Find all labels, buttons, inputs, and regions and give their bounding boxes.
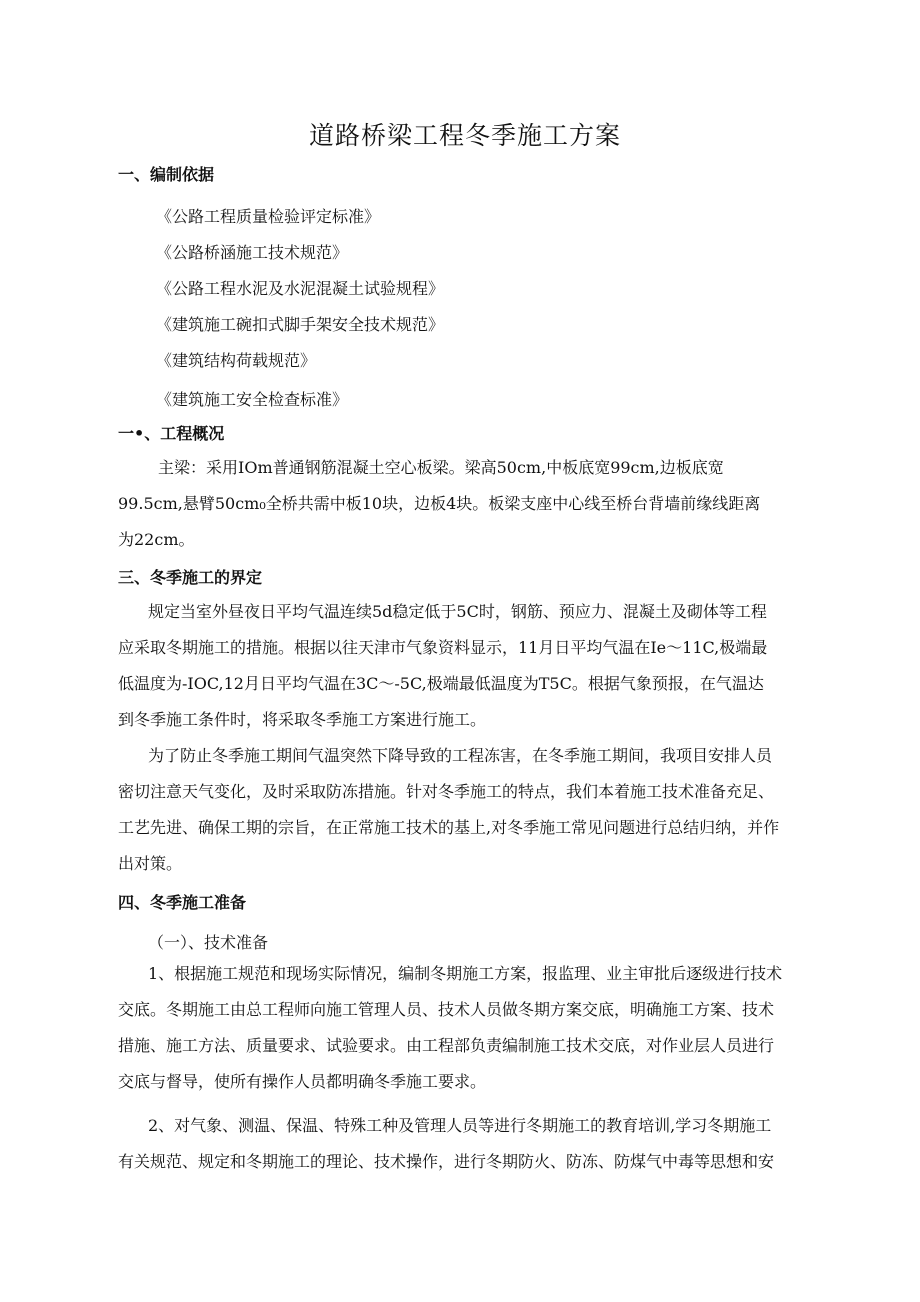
text-line: 1、根据施工规范和现场实际情况，编制冬期施工方案，报监理、业主审批后逐级进行技术 (148, 964, 783, 983)
ref-item: 《建筑施工安全检查标准》 (156, 390, 349, 409)
preparation-paragraph-1 (118, 956, 818, 1100)
text-line: 低温度为-IOC,12月日平均气温在3C～-5C,极端最低温度为T5C。根据气象预报，在气温达 (118, 674, 764, 693)
text-line: 工艺先进、确保工期的宗旨，在正常施工技术的基上,对冬季施工常见问题进行总结归纳，并作 (118, 818, 780, 837)
text-line: 交底。冬期施工由总工程师向施工管理人员、技术人员做冬期方案交底，明确施工方案、技术 (118, 1000, 775, 1019)
text-line: 出对策。 (118, 854, 183, 873)
ref-item: 《公路工程水泥及水泥混凝土试验规程》 (156, 279, 445, 298)
ref-item: 《建筑结构荷载规范》 (156, 351, 317, 370)
text-line: 交底与督导，使所有操作人员都明确冬季施工要求。 (118, 1072, 487, 1091)
heading-preparation: 四、冬季施工准备 (118, 893, 247, 912)
subheading-tech-prep: （一）、技术准备 (148, 933, 269, 952)
text-line: 应采取冬期施工的措施。根据以往天津市气象资料显示，11月日平均气温在Ie～11C,极端最 (118, 638, 768, 657)
text-line: 99.5cm,悬臂50cm₀全桥共需中板10块，边板4块。板梁支座中心线至桥台背墙前缘线距离 (118, 494, 761, 513)
text-line: 到冬季施工条件时，将采取冬季施工方案进行施工。 (118, 710, 487, 729)
ref-item: 《公路工程质量检验评定标准》 (156, 207, 381, 226)
heading-overview: 一•、工程概况 (118, 424, 225, 443)
definition-paragraph-1 (118, 594, 818, 738)
definition-paragraph-2 (118, 738, 818, 882)
heading-definition: 三、冬季施工的界定 (118, 568, 263, 587)
heading-basis: 一、编制依据 (118, 165, 215, 184)
text-line: 为了防止冬季施工期间气温突然下降导致的工程冻害，在冬季施工期间，我项目安排人员 (148, 746, 773, 765)
document-title: 道路桥梁工程冬季施工方案 (308, 121, 621, 150)
text-line: 2、对气象、测温、保温、特殊工种及管理人员等进行冬期施工的教育培训,学习冬期施工 (148, 1116, 772, 1135)
text-line: 主梁：采用IOm普通钢筋混凝土空心板梁。梁高50cm,中板底宽99cm,边板底宽 (158, 458, 724, 477)
ref-item: 《建筑施工碗扣式脚手架安全技术规范》 (156, 315, 445, 334)
ref-item: 《公路桥涵施工技术规范》 (156, 243, 349, 262)
text-line: 为22cm。 (118, 530, 195, 549)
overview-paragraph (118, 450, 818, 558)
text-line: 有关规范、规定和冬期施工的理论、技术操作，进行冬期防火、防冻、防煤气中毒等思想和安 (118, 1152, 775, 1171)
text-line: 规定当室外昼夜日平均气温连续5d稳定低于5C时，钢筋、预应力、混凝土及砌体等工程 (148, 602, 767, 621)
text-line: 措施、施工方法、质量要求、试验要求。由工程部负责编制施工技术交底，对作业层人员进行 (118, 1036, 775, 1055)
text-line: 密切注意天气变化，及时采取防冻措施。针对冬季施工的特点，我们本着施工技术准备充足、 (118, 782, 775, 801)
preparation-paragraph-2 (118, 1108, 818, 1180)
